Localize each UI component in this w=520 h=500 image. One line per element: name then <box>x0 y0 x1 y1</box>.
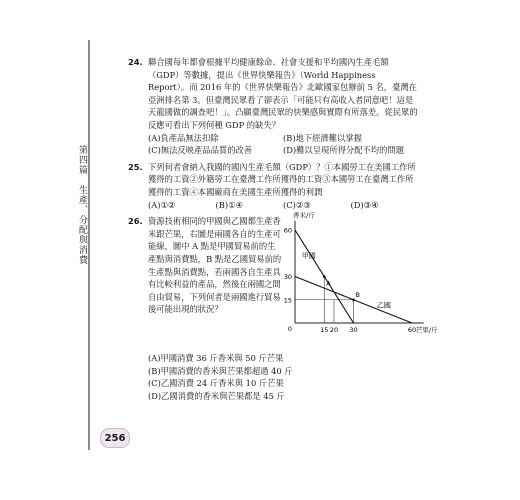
point-a <box>323 275 326 278</box>
option-a[interactable]: (A)甲國消費 36 斤香米與 50 斤芒果 <box>148 353 284 364</box>
answer-options <box>148 352 388 402</box>
question-stem: 資源技術相同的甲國與乙國都生產香米跟芒果，右圖是兩國各自的生產可能線，圖中 A 點是甲國貿易前的生產點與消費點，B 點是乙國貿易前的生產點與消費點，若兩國各自生產具有比較利益的產品，然後在兩國之間自由貿易，下列何者是兩國進行貿易後可能出現的狀況？ <box>148 216 282 315</box>
option-c[interactable]: (C)乙國消費 24 斤香米與 10 斤芒果 <box>148 378 284 389</box>
x-tick-label: 15 <box>320 326 329 335</box>
option-a[interactable]: (A)負產品無法扣除 <box>148 132 219 143</box>
x-tick-label: 20 <box>329 326 339 335</box>
question-26 <box>128 211 438 420</box>
option-d[interactable]: (D)難以呈現所得分配不均的問題 <box>283 145 404 156</box>
series-label-2: 乙國 <box>376 301 391 310</box>
question-number: 25. <box>128 161 143 172</box>
point-b <box>352 299 355 302</box>
x-axis-label: 芒果/斤 <box>415 326 438 335</box>
answer-options <box>148 199 418 212</box>
question-24 <box>128 56 418 157</box>
question-stem: 下列何者會納入我國的國內生產毛額（GDP）？①本國勞工在美國工作所獲得的工資②外籍勞工在臺灣工作所獲得的工資③本國勞工在臺灣工作所獲得的工資④本國廠商在美國生產所獲得的利潤 <box>148 161 416 197</box>
chapter-tab: 第四篇 生產、分配與消費 <box>77 145 87 265</box>
question-25 <box>128 161 418 211</box>
option-b[interactable]: (B)①④ <box>215 199 243 210</box>
option-b[interactable]: (B)甲國消費的香米與芒果都超過 40 斤 <box>148 365 293 376</box>
option-d[interactable]: (D)乙國消費的香米與芒果都是 45 斤 <box>148 390 285 401</box>
option-d[interactable]: (D)③④ <box>350 199 379 210</box>
question-stem: 聯合國每年都會根據平均健康餘命、社會支援和平均國內生產毛額（GDP）等數據，提出《世界快樂報告》（World Happiness Report）。而 2016 年的《世界快樂報告》北歐國家包辦前 5 名，臺灣在亞洲排名第 3。但臺灣民眾看了卻表示「可能只有高收入者同意吧！這是天龍國做的調查吧！」。凸顯臺灣民眾的快樂感與實際有所落差。從民眾的反應可看出下列何種 GDP 的缺失？ <box>148 57 418 130</box>
y-tick-label: 15 <box>283 296 292 305</box>
point-label-b: B <box>355 290 360 299</box>
question-number: 26. <box>128 216 143 227</box>
option-b[interactable]: (B)地下經濟難以掌握 <box>283 132 362 143</box>
y-tick-label: 30 <box>283 273 292 282</box>
ppf-chart <box>273 211 438 345</box>
answer-options <box>148 132 418 157</box>
page-number: 256 <box>100 428 130 448</box>
option-a[interactable]: (A)①② <box>148 199 176 210</box>
origin-label: 0 <box>287 325 292 334</box>
option-c[interactable]: (C)無法反映產品品質的改善 <box>148 145 253 156</box>
x-tick-label: 60 <box>407 326 417 335</box>
question-number: 24. <box>128 57 143 67</box>
x-tick-label: 30 <box>349 326 358 335</box>
series-label-1: 甲國 <box>301 252 316 261</box>
y-axis-label: 香米/斤 <box>293 211 315 220</box>
option-c[interactable]: (C)②③ <box>283 199 311 210</box>
question-content <box>128 56 438 424</box>
point-label-a: A <box>326 279 331 288</box>
y-tick-label: 60 <box>283 226 292 235</box>
